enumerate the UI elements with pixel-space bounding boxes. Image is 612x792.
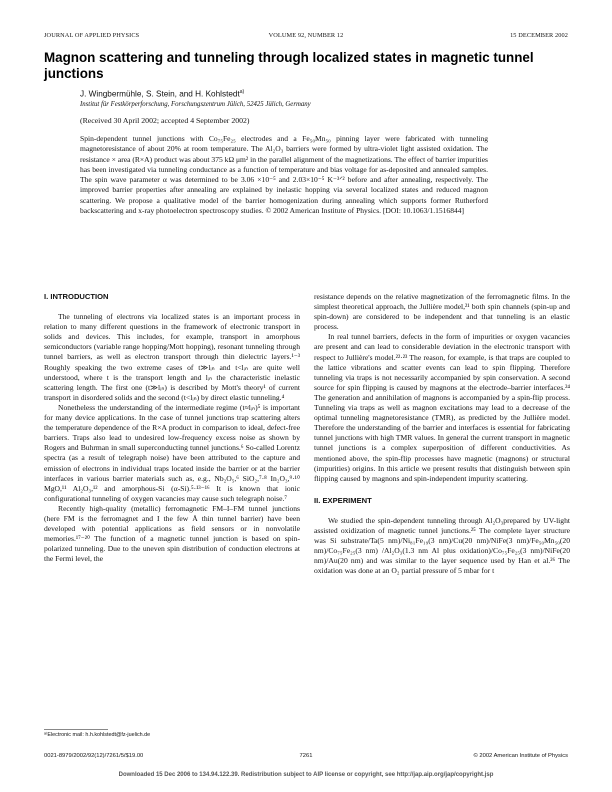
paragraph: Nonetheless the understanding of the intermediate regime (t≈lᵢₙ)⁵ is important for many device applications. In the case of tunnel junctions trap scattering alters the temperature dependence of the R×A product in comparison to ideal, defect-free barriers. Traps also lead to undesired low-frequency excess noise as shown by Rogers and Buhrman in small superconducting tunnel junctions.⁶ So-called Lorentz spectra (as a result of telegraph noise) have been attributed to the capture and emission of electrons in individual traps located inside the barrier or at the barrier interfaces in various barrier materials such as, e.g., Nb₂O₅,⁶ SiO₂,⁷·⁸ In₂O₃,⁹·¹⁰ MgO,¹¹ Al₂O₃,¹² and amorphous-Si (α-Si).⁵·¹³⁻¹⁶ It is known that ionic configurational tunneling of oxygen vacancies may cause such telegraph noise.⁷ [44, 402, 300, 503]
section-heading-experiment: II. EXPERIMENT [314, 495, 372, 505]
section-heading-introduction: I. INTRODUCTION [44, 292, 109, 301]
download-notice: Downloaded 15 Dec 2006 to 134.94.122.39. Redistribution subject to AIP license or copyright, see http://jap.aip.org/jap/copyright.jsp [118, 772, 494, 778]
running-header [44, 32, 568, 42]
authors-text: J. Wingbermühle, S. Stein, and H. Kohlstedt [80, 89, 240, 99]
author-footnote-mark: a) [239, 89, 245, 95]
page-footer [44, 753, 568, 763]
paragraph: The tunneling of electrons via localized states is an important process in relation to many different questions in the framework of electronic transport in solids and devices. This includes, for example, transport in amorphous semiconductors (variable range hopping/Mott hopping), resonant tunneling through tunnel barriers, as well as electron transport through thin dielectric layers.¹⁻³ Roughly speaking the two extreme cases of t≫lᵢₙ and t<lᵢₙ are quite well understood, where t is the transport length and lᵢₙ the characteristic inelastic scattering length. The first one (t≫lᵢₙ) is described by Mott's theory¹ of current transport in disordered solids and the second (t<lᵢₙ) by direct elastic tunneling.⁴ [44, 312, 300, 402]
abstract: Spin-dependent tunnel junctions with Co₇₅Fe₂₅ electrodes and a Fe₅₀Mn₅₀ pinning layer were fabricated with tunneling magnetoresistance of about 20% at room temperature. The Al₂O₃ barriers were formed by ultra-violet light assisted oxidation. The resistance × area (R×A) product was about 375 kΩ μm² in the parallel alignment of the magnetizations. The effect of barrier impurities has been investigated via tunneling conductance as a function of temperature and bias voltage for as-deposited and annealed samples. The spin wave parameter α was determined to be 3.06 ×10⁻⁵ and 2.03×10⁻⁵ K⁻³ᐟ² before and after annealing, respectively. The improved barrier properties after annealing are explained by inelastic hopping via several localized states and reduced magnon scattering. We propose a qualitative model of the barrier homogenization during annealing which supports former Rutherford backscattering and x-ray photoelectron spectroscopy studies. © 2002 American Institute of Physics. [DOI: 10.1063/1.1516844] [80, 134, 488, 215]
volume-number: VOLUME 92, NUMBER 12 [268, 32, 344, 39]
left-column [44, 292, 300, 564]
paragraph: resistance depends on the relative magnetization of the ferromagnetic films. In the simplest theoretical approach, the Jullière model,²¹ both spin channels (spin-up and spin-down) are considered to be independent and that tunneling is an elastic process. [314, 292, 570, 332]
article-code: 0021-8979/2002/92(12)/7261/5/$19.00 [44, 753, 144, 759]
copyright-notice: © 2002 American Institute of Physics [473, 753, 568, 759]
paragraph: In real tunnel barriers, defects in the form of impurities or oxygen vacancies are present and can lead to considerable deviation in the electronic transport with respect to Jullière's model.²²·²³ The reason, for example, is that traps are coupled to the lattice vibrations and scatter events can lead to spin flipping. Therefore tunneling via traps is not necessarily accompanied by spin conservation. A second source for spin flipping is caused by magnons at the electrode–barrier interfaces.²⁴ The generation and annihilation of magnons is accompanied by a spin-flip process. Tunneling via traps as well as magnon excitations may lead to a decrease of the optimal tunneling magnetoresistance (TMR), as predicted by the Jullière model. Therefore the understanding of the barrier and interfaces is essential for fabricating tunnel junctions with high TMR values. In general the current transport in magnetic tunnel junctions is a complex superposition of different conductivities. As mentioned above, the spin-flip processes have magnetic (magnons) or structural (impurities) origins. In this article we present results that distinguish between spin flipping caused by magnons and spin-independent impurity scattering. [314, 332, 570, 483]
right-column [314, 292, 570, 576]
footnote-email: ᵃ⁾Electronic mail: h.h.kohlstedt@fz-juelich.de [44, 732, 151, 738]
paragraph: Recently high-quality (metallic) ferromagnetic FM–I–FM tunnel junctions (here FM is the ferromagnet and I the few Å thin tunnel barrier) have been developed with potential applications as field sensors or in nonvolatile memories.¹⁷⁻²⁰ The function of a magnetic tunnel junction is based on spin-polarized tunneling. Due to the uneven spin distribution of conduction electrons at the Fermi level, the [44, 503, 300, 564]
journal-name: JOURNAL OF APPLIED PHYSICS [44, 32, 140, 39]
affiliation: Institut für Festkörperforschung, Forschungszentrum Jülich, 52425 Jülich, Germany [80, 101, 311, 108]
issue-date: 15 DECEMBER 2002 [510, 32, 568, 39]
footnote-divider [44, 729, 108, 730]
received-dates: (Received 30 April 2002; accepted 4 September 2002) [80, 116, 250, 125]
paper-title: Magnon scattering and tunneling through localized states in magnetic tunnel junctions [44, 50, 534, 81]
paragraph: We studied the spin-dependent tunneling through Al₂O₃prepared by UV-light assisted oxidization of magnetic tunnel junctions.²⁵ The complete layer structure was Si substrate/Ta(5 nm)/Ni₈₁Fe₁₉(3 nm)/Cu(20 nm)/NiFe(3 nm)/Fe₅₀Mn₅₀(20 nm)/Co₇₅Fe₂₅(3 nm) /Al₂O₃(1.3 nm Al plus oxidation)/Co₇₅Fe₂₅(3 nm)/NiFe(20 nm)/Au(20 nm) and was similar to the layer sequence used by Han et al.²⁶ The oxidation was done at an O₂ partial pressure of 5 mbar for t [314, 515, 570, 576]
page-number: 7261 [299, 753, 313, 759]
author-list [80, 89, 244, 99]
